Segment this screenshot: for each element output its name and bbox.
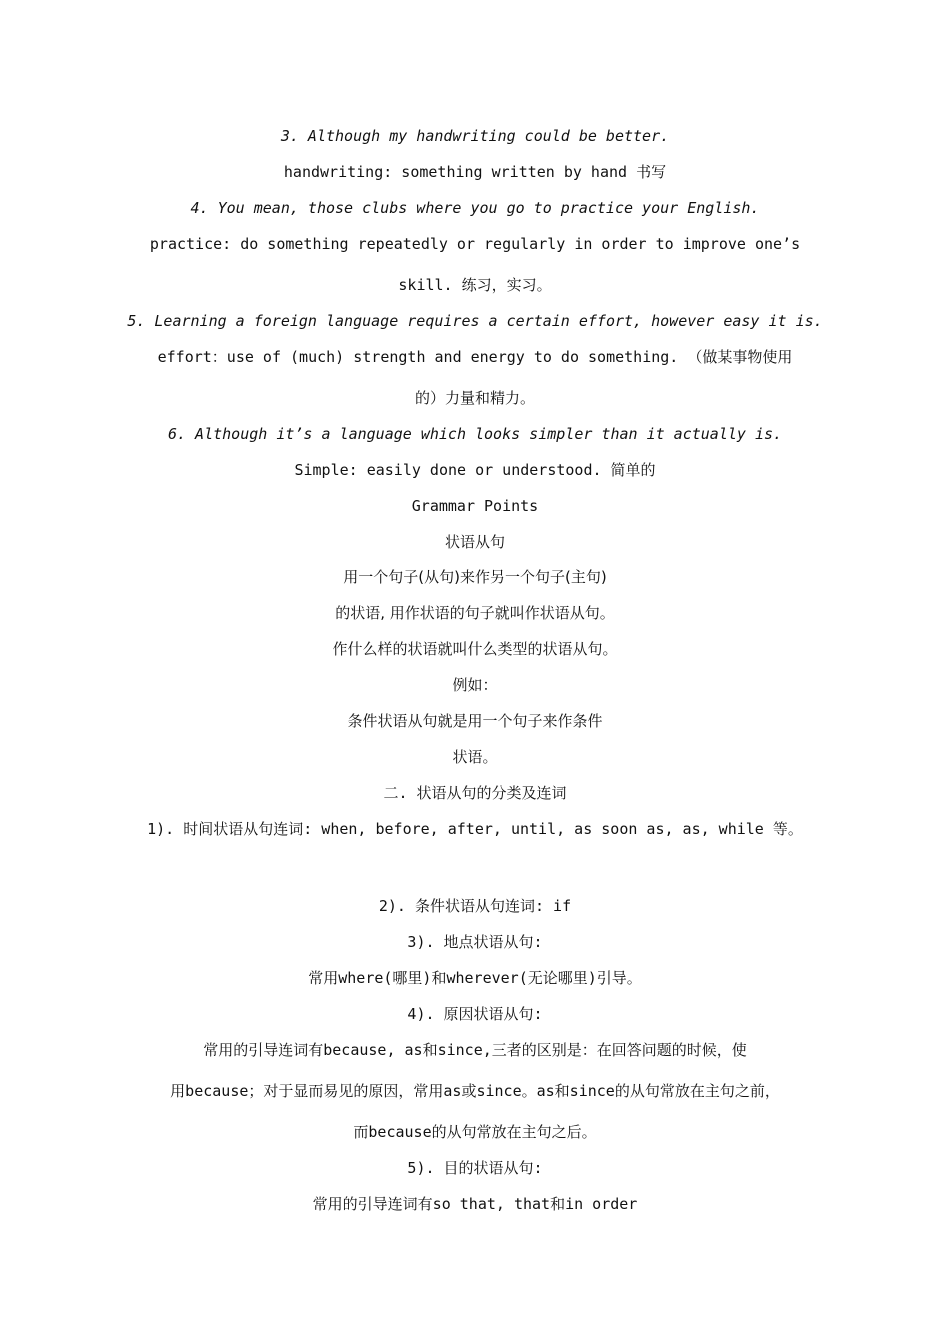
reason-clause-title: 4). 原因状语从句: <box>407 1005 543 1023</box>
grammar-heading: Grammar Points <box>411 497 539 515</box>
example-sentence-4: 4. You mean, those clubs where you go to practice your English. <box>190 199 760 217</box>
condition-clause-line: 2). 条件状语从句连词: if <box>378 897 572 915</box>
example-sentence-5: 5. Learning a foreign language requires a certain effort, however easy it is. <box>127 312 823 330</box>
example-sentence-6: 6. Although it’s a language which looks simpler than it actually is. <box>167 425 783 443</box>
purpose-clause-text: 常用的引导连词有so that, that和in order <box>312 1195 638 1213</box>
definition-handwriting: handwriting: something written by hand 书写 <box>283 163 667 181</box>
reason-text-line-3: 而because的从句常放在主句之后。 <box>353 1123 597 1141</box>
intro-line-1: 用一个句子(从句)来作另一个句子(主句) <box>343 568 607 586</box>
intro-line-6: 状语。 <box>452 748 498 766</box>
place-clause-text: 常用where(哪里)和wherever(无论哪里)引导。 <box>308 969 642 987</box>
definition-effort-line-1: effort：use of (much) strength and energy to do something. （做某事物使用 <box>157 348 793 366</box>
purpose-clause-title: 5). 目的状语从句: <box>407 1159 543 1177</box>
section-title: 二. 状语从句的分类及连词 <box>383 784 567 802</box>
time-clause-line: 1). 时间状语从句连词: when, before, after, until, as soon as, as, while 等。 <box>147 820 803 838</box>
definition-practice-line-2: skill. 练习，实习。 <box>398 276 552 294</box>
definition-effort-line-2: 的）力量和精力。 <box>414 389 535 407</box>
definition-simple: Simple: easily done or understood. 简单的 <box>294 461 656 479</box>
example-sentence-3: 3. Although my handwriting could be better. <box>280 127 670 145</box>
intro-line-5: 条件状语从句就是用一个句子来作条件 <box>347 712 603 730</box>
grammar-topic: 状语从句 <box>444 533 505 551</box>
reason-text-line-1: 常用的引导连词有because, as和since,三者的区别是：在回答问题的时候，使 <box>203 1041 747 1059</box>
intro-line-2: 的状语, 用作状语的句子就叫作状语从句。 <box>335 604 615 622</box>
intro-line-4: 例如： <box>452 676 498 694</box>
definition-practice-line-1: practice: do something repeatedly or regularly in order to improve one’s <box>149 235 801 253</box>
place-clause-title: 3). 地点状语从句: <box>407 933 543 951</box>
intro-line-3: 作什么样的状语就叫什么类型的状语从句。 <box>332 640 618 658</box>
reason-text-line-2: 用because；对于显而易见的原因，常用as或since。as和since的从句常放在主句之前， <box>170 1082 780 1100</box>
